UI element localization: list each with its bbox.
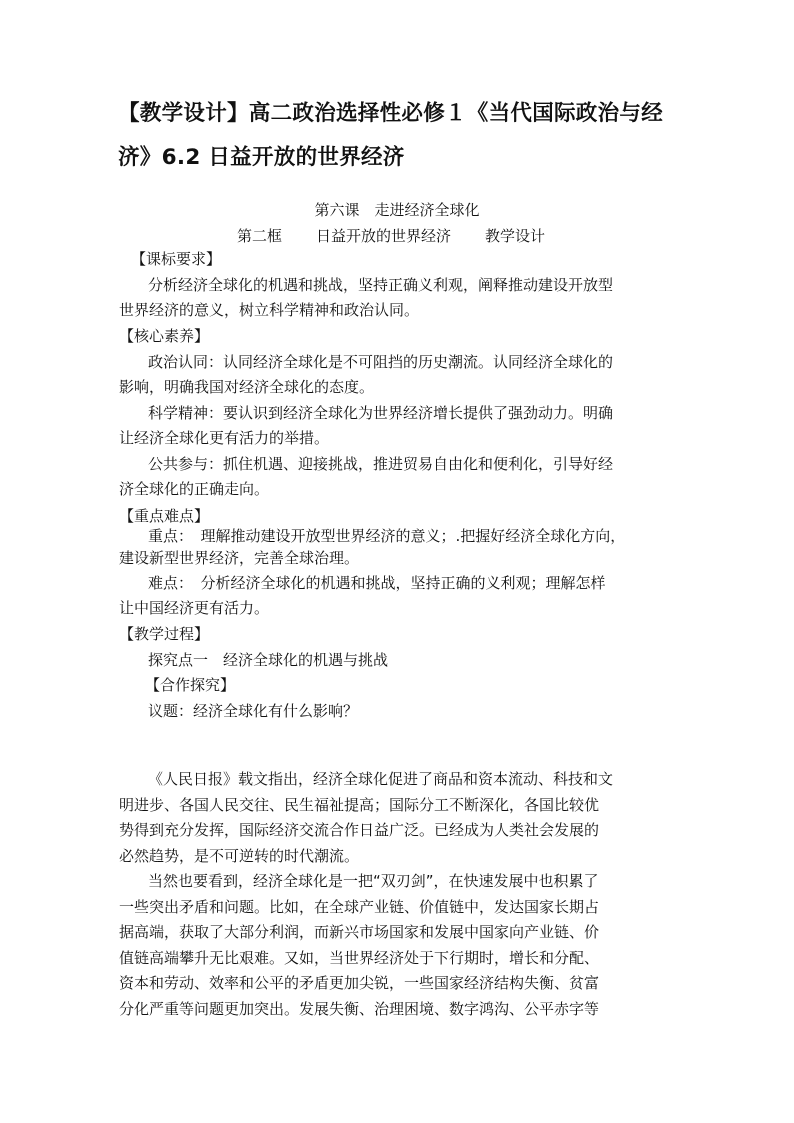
literacy-text-line: 公共参与：抓住机遇、迎接挑战，推进贸易自由化和便利化，引导好经: [148, 455, 614, 473]
frame-label: 第二框: [237, 227, 283, 245]
key-points-header: 【重点难点】: [119, 507, 210, 525]
body-text-line: 值链高端攀升无比艰难。又如，当世界经济处于下行期时，增长和分配、: [119, 949, 600, 967]
difficulty-text-line: 难点： 分析经济全球化的机遇和挑战，坚持正确的义利观；理解怎样: [148, 574, 606, 592]
document-title: 【教学设计】高二政治选择性必修１《当代国际政治与经济》6.2 日益开放的世界经济: [118, 101, 664, 170]
literacy-text-line: 让经济全球化更有活力的举措。: [119, 429, 330, 447]
body-text-line: 一些突出矛盾和问题。比如，在全球产业链、价值链中，发达国家长期占: [119, 898, 600, 916]
literacy-text-line: 影响，明确我国对经济全球化的态度。: [119, 378, 375, 396]
discussion-topic: 议题：经济全球化有什么影响？: [148, 702, 359, 720]
literacy-header: 【核心素养】: [119, 327, 210, 345]
difficulty-text-line: 让中国经济更有活力。: [119, 599, 270, 617]
curriculum-text-line: 世界经济的意义，树立科学精神和政治认同。: [119, 301, 420, 319]
explore-point: 探究点一 经济全球化的机遇与挑战: [148, 651, 389, 669]
key-points-text-line: 建设新型世界经济，完善全球治理。: [119, 549, 360, 567]
cooperation-header: 【合作探究】: [145, 676, 236, 694]
body-text-line: 分化严重等问题更加突出。发展失衡、治理困境、数字鸿沟、公平赤字等: [119, 1000, 600, 1018]
body-text-line: 《人民日报》载文指出，经济全球化促进了商品和资本流动、科技和文: [148, 770, 614, 788]
literacy-text-line: 济全球化的正确走向。: [119, 480, 270, 498]
body-text-line: 势得到充分发挥，国际经济交流合作日益广泛。已经成为人类社会发展的: [119, 821, 600, 839]
literacy-text-line: 政治认同：认同经济全球化是不可阻挡的历史潮流。认同经济全球化的: [148, 353, 614, 371]
body-text-line: 当然也要看到，经济全球化是一把“双刃剑”，在快速发展中也积累了: [148, 872, 599, 890]
frame-topic: 日益开放的世界经济: [316, 227, 452, 245]
literacy-text-line: 科学精神：要认识到经济全球化为世界经济增长提供了强劲动力。明确: [148, 404, 614, 422]
curriculum-text-line: 分析经济全球化的机遇和挑战，坚持正确义利观，阐释推动建设开放型: [148, 276, 614, 294]
key-points-text-line: 重点： 理解推动建设开放型世界经济的意义；.把握好经济全球化方向，: [148, 527, 626, 545]
process-header: 【教学过程】: [119, 625, 210, 643]
frame-heading: [237, 225, 545, 247]
body-text-line: 资本和劳动、效率和公平的矛盾更加尖锐，一些国家经济结构失衡、贫富: [119, 974, 600, 992]
body-text-line: 明进步、各国人民交往、民生福祉提高；国际分工不断深化，各国比较优: [119, 796, 600, 814]
curriculum-header: 【课标要求】: [131, 250, 222, 268]
body-text-line: 据高端，获取了大部分利润，而新兴市场国家和发展中国家向产业链、价: [119, 923, 600, 941]
body-text-line: 必然趋势，是不可逆转的时代潮流。: [119, 847, 360, 865]
lesson-heading: 第六课 走进经济全球化: [314, 201, 480, 219]
frame-type: 教学设计: [485, 227, 546, 245]
